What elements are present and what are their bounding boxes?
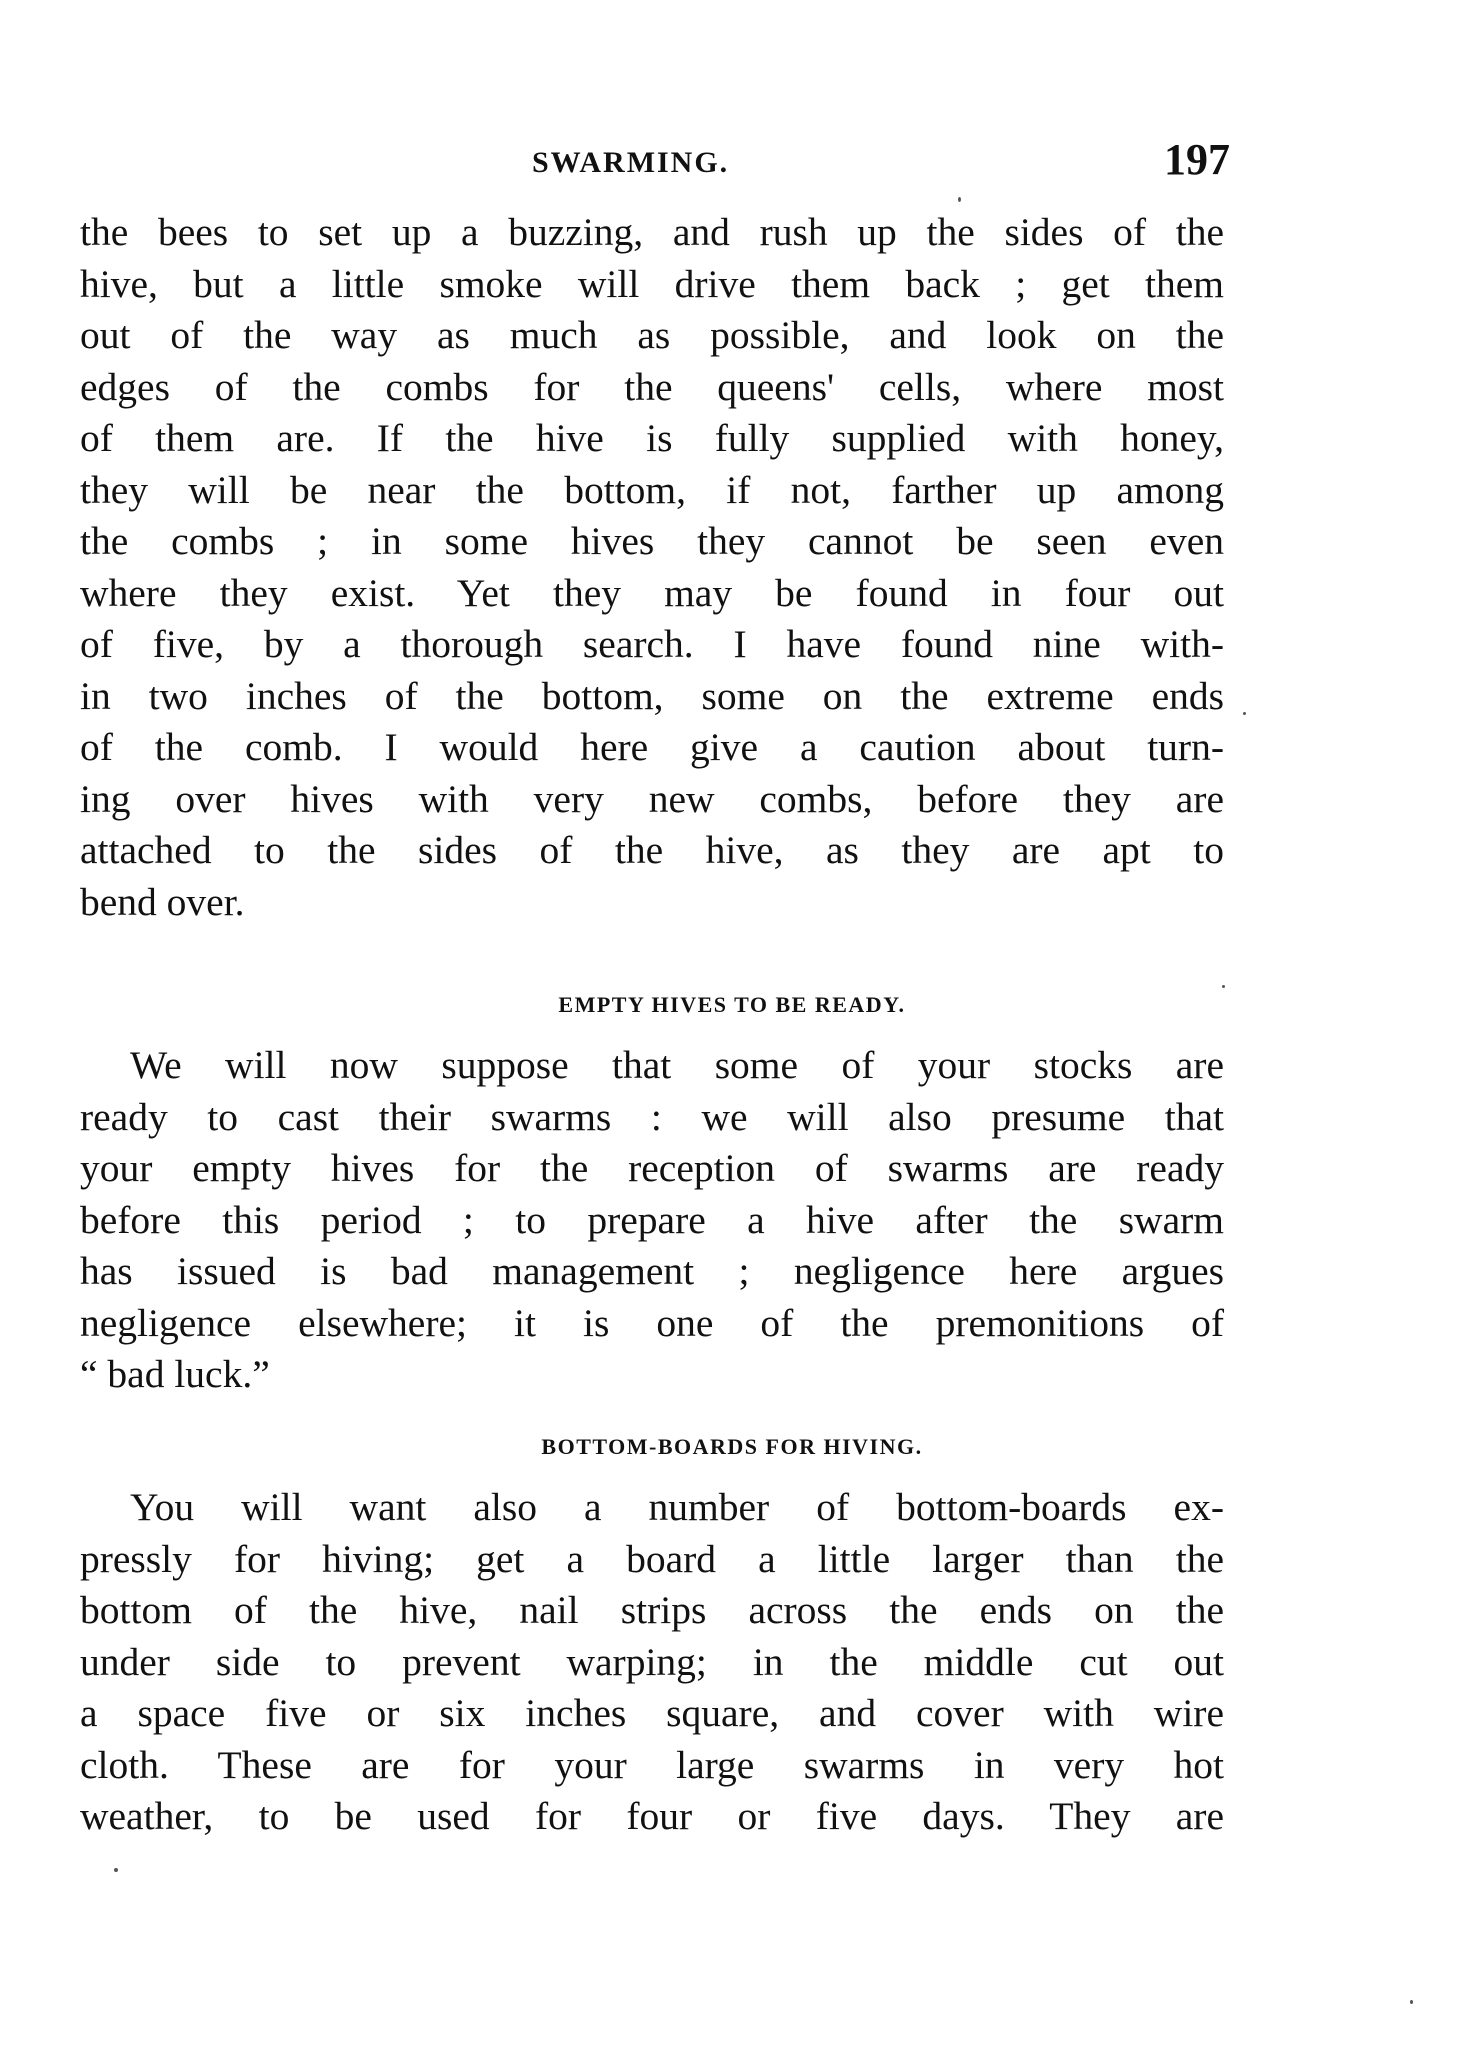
text-line: under side to prevent warping; in the middle cut out [80,1639,1224,1684]
text-line: hive, but a little smoke will drive them back ; get them [80,261,1224,306]
scan-speck [114,1868,118,1872]
text-line: the bees to set up a buzzing, and rush up the sides of the [80,210,1224,254]
text-line: cloth. These are for your large swarms in very hot [80,1742,1224,1787]
text-line: ready to cast their swarms : we will also presume that [80,1094,1224,1139]
page-number: 197 [1164,135,1230,184]
text-line: We will now suppose that some of your stocks are [130,1043,1224,1087]
text-line: has issued is bad management ; negligence here argues [80,1249,1224,1293]
text-line: attached to the sides of the hive, as they are apt to [80,828,1224,872]
text-line: ing over hives with very new combs, before they are [80,776,1224,821]
text-line: negligence elsewhere; it is one of the premonitions of [80,1300,1224,1345]
text-line: out of the way as much as possible, and look on the [80,313,1224,357]
text-line: of the comb. I would here give a caution about turn- [80,725,1224,769]
scan-speck [958,197,961,202]
running-title: SWARMING. [532,146,730,179]
text-line: weather, to be used for four or five days. They are [80,1794,1224,1838]
text-line: pressly for hiving; get a board a little larger than the [80,1536,1224,1581]
text-line: they will be near the bottom, if not, farther up among [80,467,1224,512]
bottom-boards-paragraph [80,1482,1224,1843]
running-head [0,134,1464,194]
text-line: the combs ; in some hives they cannot be seen even [80,519,1224,563]
scan-speck [1222,985,1225,988]
scan-speck [1243,712,1246,715]
text-line: You will want also a number of bottom-boards ex- [130,1485,1224,1529]
continuation-paragraph [80,207,1224,928]
text-line: a space five or six inches square, and cover with wire [80,1691,1224,1735]
text-line: before this period ; to prepare a hive after the swarm [80,1197,1224,1242]
text-line: your empty hives for the reception of swarms are ready [80,1146,1224,1190]
text-line: “ bad luck.” [80,1352,270,1396]
scan-speck [1410,2000,1413,2004]
text-line: of them are. If the hive is fully supplied with honey, [80,416,1224,460]
text-line: where they exist. Yet they may be found in four out [80,570,1224,615]
text-line: bend over. [80,879,245,924]
section-heading-empty-hives: EMPTY HIVES TO BE READY. [558,992,906,1017]
text-line: edges of the combs for the queens' cells, where most [80,364,1224,409]
section-heading-bottom-boards: BOTTOM-BOARDS FOR HIVING. [541,1434,923,1459]
text-line: bottom of the hive, nail strips across the ends on the [80,1588,1224,1632]
text-line: in two inches of the bottom, some on the extreme ends [80,673,1224,718]
empty-hives-paragraph [80,1040,1224,1401]
text-line: of five, by a thorough search. I have found nine with- [80,622,1224,666]
